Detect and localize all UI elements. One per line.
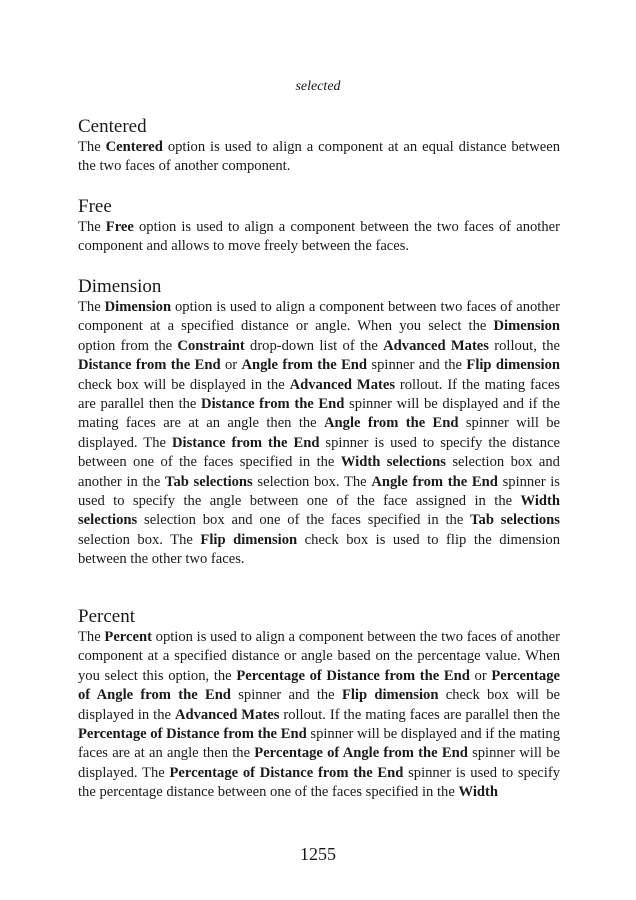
section-centered xyxy=(78,116,560,177)
text-run: spinner is used to specify the angle between one of the face assigned in the xyxy=(78,473,560,510)
bold-term: Distance from the End xyxy=(78,357,221,374)
section-paragraph xyxy=(78,628,560,803)
text-run: rollout, the xyxy=(488,337,560,354)
bold-term: Percentage of Angle from the End xyxy=(78,667,560,704)
text-run: spinner is used to specify the percentage distance between one of the faces specified in the xyxy=(78,764,560,801)
text-run: selection box and one of the faces specified in the xyxy=(137,512,471,529)
text-run: The xyxy=(78,219,106,235)
bold-term: Flip dimension xyxy=(341,687,439,704)
text-run: spinner and the xyxy=(367,357,467,374)
text-run: check box is used to flip the dimension between the other two faces. xyxy=(78,531,561,568)
bold-term: Tab selections xyxy=(470,512,560,529)
text-run: spinner will be displayed. The xyxy=(78,415,560,451)
bold-term: Percentage of Angle from the End xyxy=(254,745,468,762)
section-paragraph xyxy=(78,138,560,177)
text-run: option is used to align a component at an equal distance between the two faces of another component. xyxy=(78,139,560,175)
bold-term: Dimension xyxy=(104,299,172,315)
bold-term: Advanced Mates xyxy=(174,706,280,723)
bold-term: Percentage of Distance from the End xyxy=(78,726,307,743)
bold-term: Distance from the End xyxy=(172,434,320,451)
text-run: selection box. The xyxy=(252,473,372,490)
text-run: check box will be displayed in the xyxy=(78,687,560,723)
bold-term: Advanced Mates xyxy=(383,337,489,354)
bold-term: Percentage of Distance from the End xyxy=(169,764,404,781)
text-run: option from the xyxy=(78,337,178,354)
section-heading: Free xyxy=(78,196,112,217)
bold-term: Angle from the End xyxy=(371,473,498,490)
section-free xyxy=(78,196,560,257)
text-run: The xyxy=(78,629,105,645)
text-run: spinner is used to specify the distance between one of the faces specified in the xyxy=(78,434,560,471)
bold-term: Tab selections xyxy=(165,473,253,490)
bold-term: Centered xyxy=(105,139,163,155)
text-run: option is used to align a component between the two faces of another component at a specified distance or angle based on the percentage value. When you select this option, the xyxy=(78,629,561,684)
text-run: or xyxy=(469,667,492,684)
text-run: option is used to align a component between the two faces of another component and allows to move freely between the faces. xyxy=(78,219,561,255)
text-run: spinner and the xyxy=(230,687,342,704)
bold-term: Angle from the End xyxy=(324,415,459,432)
bold-term: Flip dimension xyxy=(200,531,298,548)
bold-term: Width selections xyxy=(340,454,446,471)
section-paragraph xyxy=(78,298,560,570)
section-paragraph xyxy=(78,218,560,257)
text-run: or xyxy=(220,357,242,374)
section-dimension xyxy=(78,276,560,570)
bold-term: Width selections xyxy=(78,493,560,529)
text-run: drop-down list of the xyxy=(244,337,384,354)
text-run: spinner will be displayed and if the mating faces are at an angle then the xyxy=(78,726,560,762)
figure-caption-fragment: selected xyxy=(295,79,341,94)
text-run: check box will be displayed in the xyxy=(78,376,290,393)
bold-term: Dimension xyxy=(493,318,560,335)
bold-term: Constraint xyxy=(177,337,245,354)
text-run: selection box and another in the xyxy=(78,454,560,490)
section-heading: Dimension xyxy=(78,276,162,297)
section-heading: Centered xyxy=(78,116,147,137)
bold-term: Flip dimension xyxy=(466,357,560,374)
text-run: selection box. The xyxy=(78,531,201,548)
bold-term: Distance from the End xyxy=(201,396,345,413)
bold-term: Percent xyxy=(104,629,152,645)
text-run: The xyxy=(78,139,106,155)
text-run: spinner will be displayed and if the mating faces are at an angle then the xyxy=(78,396,560,432)
text-run: spinner will be displayed. The xyxy=(78,745,560,781)
section-heading: Percent xyxy=(78,606,135,627)
bold-term: Free xyxy=(105,219,134,235)
bold-term: Advanced Mates xyxy=(289,376,396,393)
page-number: 1255 xyxy=(300,844,336,864)
bold-term: Percentage of Distance from the End xyxy=(236,667,470,684)
text-run: The xyxy=(78,299,105,315)
text-run: rollout. If the mating faces are parallel then the xyxy=(78,376,560,413)
text-run: rollout. If the mating faces are parallel then the xyxy=(279,706,560,723)
bold-term: Angle from the End xyxy=(241,357,368,374)
text-run: option is used to align a component between two faces of another component at a specified distance or angle. When you select the xyxy=(78,299,560,335)
section-percent xyxy=(78,606,560,803)
bold-term: Width xyxy=(458,784,498,801)
